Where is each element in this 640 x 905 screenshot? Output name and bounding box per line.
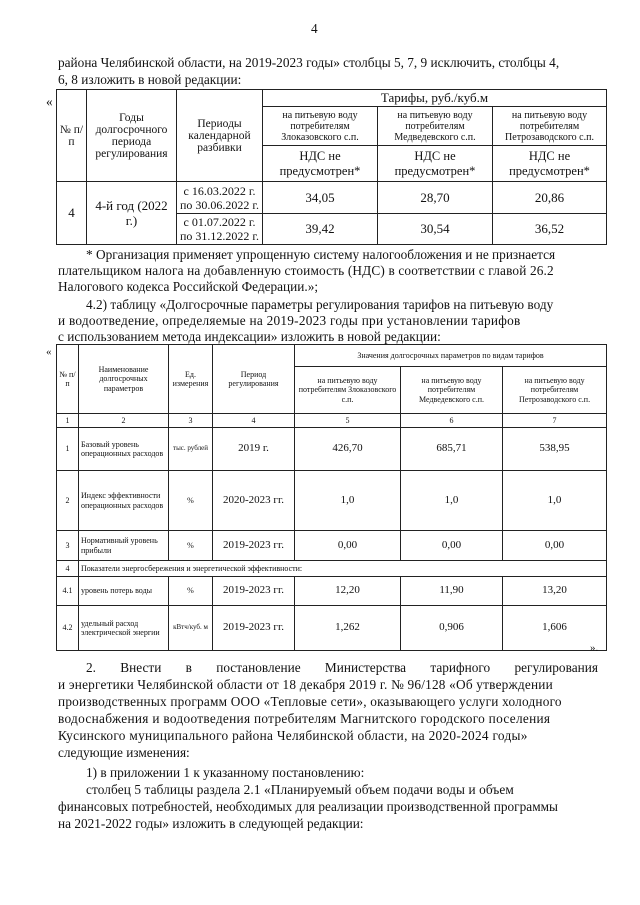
footnote-line-1: * Организация применяет упрощенную систему налогообложения и не признается xyxy=(86,247,556,262)
t1-header-vat-3: НДС не предусмотрен* xyxy=(493,146,607,182)
para3-line-1: столбец 5 таблицы раздела 2.1 «Планируемый объем подачи воды и объем xyxy=(86,782,514,797)
para2-line-1: 2. Внести в постановление Министерства тарифного регулирования xyxy=(86,660,598,675)
tariff-table xyxy=(56,89,607,245)
table-row xyxy=(57,606,607,651)
t1-value-1-2: 28,70 xyxy=(378,182,493,214)
t1-value-2-3: 36,52 xyxy=(493,214,607,245)
t2-col-number-3: 3 xyxy=(169,414,213,428)
t2-section-num: 4 xyxy=(57,561,79,577)
t2-row2-num: 2 xyxy=(57,471,79,531)
t2-row41-unit: % xyxy=(169,577,213,606)
para2-line-5: Кусинского муниципального района Челябинской области, на 2020-2024 годы» xyxy=(58,728,528,743)
t2-header-values-title: Значения долгосрочных параметров по видам тарифов xyxy=(295,345,607,367)
t2-row3-value-1: 0,00 xyxy=(295,531,401,561)
t2-row3-period: 2019-2023 гг. xyxy=(213,531,295,561)
footnote-line-2: плательщиком налога на добавленную стоимость (НДС) в соответствии с главой 26.2 xyxy=(58,263,554,278)
t2-row3-value-2: 0,00 xyxy=(401,531,503,561)
t1-row-year: 4-й год (2022 г.) xyxy=(87,182,177,245)
t2-row41-value-3: 13,20 xyxy=(503,577,607,606)
parameters-table xyxy=(56,344,607,651)
t2-row42-period: 2019-2023 гг. xyxy=(213,606,295,651)
t1-value-1-1: 34,05 xyxy=(263,182,378,214)
t2-row42-value-3: 1,606 xyxy=(503,606,607,651)
quote-close: ». xyxy=(590,642,599,654)
t2-row42-num: 4.2 xyxy=(57,606,79,651)
footnote-line-3: Налогового кодекса Российской Федерации.»; xyxy=(58,279,319,294)
t2-row1-value-2: 685,71 xyxy=(401,428,503,471)
table-row xyxy=(57,471,607,531)
page-number: 4 xyxy=(311,21,318,36)
para2-line-3: производственных программ ООО «Тепловые сети», оказывающего услуги холодного xyxy=(58,694,562,709)
item42-line-2: и водоотведение, определяемые на 2019-2023 годы при установлении тарифов xyxy=(58,313,521,328)
t2-col-number-4: 4 xyxy=(213,414,295,428)
t2-row1-value-3: 538,95 xyxy=(503,428,607,471)
item42-line-3: с использованием метода индексации» изложить в новой редакции: xyxy=(58,329,441,344)
quote-open-1: « xyxy=(46,94,53,109)
para2-line-6: следующие изменения: xyxy=(58,745,190,760)
t1-header-tariffs: Тарифы, руб./куб.м xyxy=(263,90,607,107)
t1-row-num: 4 xyxy=(57,182,87,245)
t2-header-consumer-1: на питьевую воду потребителям Злоказовского с.п. xyxy=(295,367,401,414)
intro-line-1: района Челябинской области, на 2019-2023 годы» столбцы 5, 7, 9 исключить, столбцы 4, xyxy=(58,55,560,70)
t2-header-name: Наименование долгосрочных параметров xyxy=(79,345,169,414)
t2-row41-name: уровень потерь воды xyxy=(79,577,169,606)
t2-header-consumer-3: на питьевую воду потребителям Петрозаводского с.п. xyxy=(503,367,607,414)
t1-header-consumer-3: на питьевую воду потребителям Петрозаводского с.п. xyxy=(493,107,607,146)
t2-row1-value-1: 426,70 xyxy=(295,428,401,471)
para2-line-4: водоснабжения и водоотведения потребителям Магнитского городского поселения xyxy=(58,711,551,726)
t2-row2-name: Индекс эффективности операционных расходов xyxy=(79,471,169,531)
t2-row41-period: 2019-2023 гг. xyxy=(213,577,295,606)
t2-col-number-1: 1 xyxy=(57,414,79,428)
t2-row1-num: 1 xyxy=(57,428,79,471)
t2-row42-unit: кВтч/куб. м xyxy=(169,606,213,651)
para3-line-3: на 2021-2022 годы» изложить в следующей редакции: xyxy=(58,816,364,831)
t2-row1-period: 2019 г. xyxy=(213,428,295,471)
t2-row2-unit: % xyxy=(169,471,213,531)
t2-row2-value-3: 1,0 xyxy=(503,471,607,531)
quote-open-2: « xyxy=(46,346,52,358)
t2-col-number-7: 7 xyxy=(503,414,607,428)
t2-row1-name: Базовый уровень операционных расходов xyxy=(79,428,169,471)
t2-row2-value-2: 1,0 xyxy=(401,471,503,531)
t1-value-2-1: 39,42 xyxy=(263,214,378,245)
t1-value-2-2: 30,54 xyxy=(378,214,493,245)
t2-row3-value-3: 0,00 xyxy=(503,531,607,561)
table-row xyxy=(57,531,607,561)
t1-value-1-3: 20,86 xyxy=(493,182,607,214)
t1-header-num: № п/п xyxy=(57,90,87,182)
t2-row3-num: 3 xyxy=(57,531,79,561)
table-row xyxy=(57,428,607,471)
t1-header-vat-1: НДС не предусмотрен* xyxy=(263,146,378,182)
t1-header-consumer-1: на питьевую воду потребителям Злоказовского с.п. xyxy=(263,107,378,146)
t2-row41-num: 4.1 xyxy=(57,577,79,606)
t1-period-2: с 01.07.2022 г. по 31.12.2022 г. xyxy=(177,214,263,245)
t2-section-title: Показатели энергосбережения и энергетической эффективности: xyxy=(79,561,607,577)
t2-row42-name: удельный расход электрической энергии xyxy=(79,606,169,651)
t2-row2-value-1: 1,0 xyxy=(295,471,401,531)
t1-period-1: с 16.03.2022 г. по 30.06.2022 г. xyxy=(177,182,263,214)
t2-header-consumer-2: на питьевую воду потребителям Медведевского с.п. xyxy=(401,367,503,414)
t2-row41-value-1: 12,20 xyxy=(295,577,401,606)
t1-header-years: Годы долгосрочного периода регулирования xyxy=(87,90,177,182)
t2-row42-value-1: 1,262 xyxy=(295,606,401,651)
t2-header-period: Период регулирования xyxy=(213,345,295,414)
subitem-1: 1) в приложении 1 к указанному постановлению: xyxy=(86,765,365,780)
t2-row3-name: Нормативный уровень прибыли xyxy=(79,531,169,561)
t1-header-periods: Периоды календарной разбивки xyxy=(177,90,263,182)
t1-header-consumer-2: на питьевую воду потребителям Медведевского с.п. xyxy=(378,107,493,146)
para3-line-2: финансовых потребностей, необходимых для реализации производственной программы xyxy=(58,799,558,814)
t2-col-number-2: 2 xyxy=(79,414,169,428)
t2-row41-value-2: 11,90 xyxy=(401,577,503,606)
t2-col-number-5: 5 xyxy=(295,414,401,428)
table-section-row xyxy=(57,561,607,577)
t2-row3-unit: % xyxy=(169,531,213,561)
t2-row1-unit: тыс. рублей xyxy=(169,428,213,471)
t2-header-num: № п/п xyxy=(57,345,79,414)
t2-col-number-6: 6 xyxy=(401,414,503,428)
t1-header-vat-2: НДС не предусмотрен* xyxy=(378,146,493,182)
intro-line-2: 6, 8 изложить в новой редакции: xyxy=(58,72,242,87)
t2-row2-period: 2020-2023 гг. xyxy=(213,471,295,531)
table-row xyxy=(57,577,607,606)
item42-line-1: 4.2) таблицу «Долгосрочные параметры регулирования тарифов на питьевую воду xyxy=(86,297,554,312)
t2-header-unit: Ед. измерения xyxy=(169,345,213,414)
para2-line-2: и энергетики Челябинской области от 18 декабря 2019 г. № 96/128 «Об утверждении xyxy=(58,677,553,692)
t2-row42-value-2: 0,906 xyxy=(401,606,503,651)
